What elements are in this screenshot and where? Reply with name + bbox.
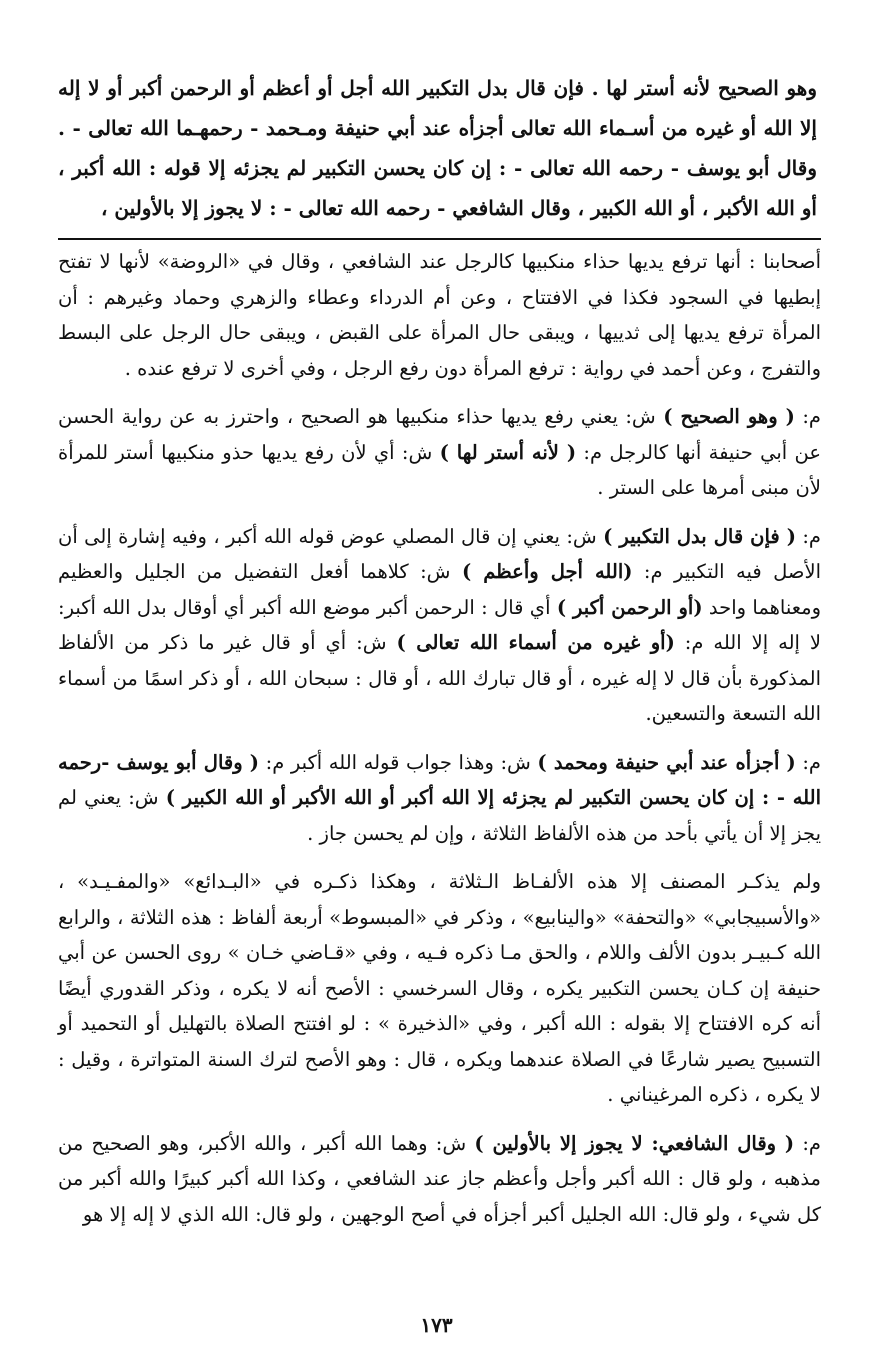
quoted-matn: ( وهو الصحيح ) <box>663 405 795 428</box>
commentary-paragraph-4 <box>58 745 821 852</box>
quoted-matn: ( فإن قال بدل التكبير ) <box>603 524 796 548</box>
quoted-matn: ( أجزأه عند أبي حنيفة ومحمد ) <box>537 750 796 774</box>
commentary-text: ش: أي لأن رفع يديها حذو منكبيها أستر للمرأة لأن مبنى أمرها على الستر . <box>58 440 821 499</box>
commentary-paragraph-5: ولم يذكـر المصنف إلا هذه الألفـاظ الـثلاثة ، وهكذا ذكـره في «البـدائع» «والمفـيـد» ، «والأسبيجابي» «والتحفة» «والينابيع» ، وذكر في «المبسوط» أربعة ألفاظ : هذه الثلاثة ، والرابع الله كـبيـر بدون الألف واللام ، والحق مـا ذكره فـيه ، وفي «قـاضي خـان » روى الحسن عن أبي حنيفة إن كـان يحسن التكبير يكره ، وقال السرخسي : الأصح أنه لا يكره ، وذكر القدوري أيضًا أنه كره الافتتاح إلا بقوله : الله أكبر ، وفي «الذخيرة » : لو افتتح الصلاة بالتهليل أو التحميد أو التسبيح يصير شارعًا في الصلاة عندهما ويكره ، قال : وهو الأصح لترك السنة المتواترة ، وقيل : لا يكره ، ذكره المرغيناني . <box>58 870 821 1106</box>
commentary-text: أي قال : الرحمن أكبر موضع الله أكبر أي أوقال بدل الله أكبر: لا إله إلا الله م: <box>58 595 822 654</box>
quoted-matn: (أو الرحمن أكبر ) <box>556 595 703 619</box>
marker-text: م: <box>795 524 821 548</box>
quoted-matn: (أو غيره من أسماء الله تعالى ) <box>396 631 675 654</box>
quoted-matn: ( وقال الشافعي: لا يجوز إلا بالأولين ) <box>474 1131 795 1155</box>
commentary-text: ش: يعني رفع يديها حذاء منكبيها هو الصحيح ، واحترز به عن رواية الحسن عن أبي حنيفة أنها كالرجل م: <box>58 405 822 464</box>
commentary-paragraph-3 <box>58 519 821 732</box>
marker-text: م: <box>795 750 821 774</box>
page-number: ١٧٣ <box>420 1313 453 1337</box>
commentary-paragraph-6 <box>58 1126 821 1233</box>
quoted-matn: ( لأنه أستر لها ) <box>439 440 577 464</box>
marker-text: م: <box>794 405 822 428</box>
quoted-matn: (الله أجل وأعظم ) <box>461 560 633 583</box>
commentary-paragraph-2 <box>58 399 821 506</box>
commentary-text: ش: يعني لم يجز إلا أن يأتي بأحد من هذه الألفاظ الثلاثة ، وإن لم يحسن جاز . <box>58 786 821 845</box>
commentary-text: ش: يعني إن قال المصلي عوض قوله الله أكبر ، وفيه إشارة إلى أن الأصل فيه التكبير م: <box>58 524 821 583</box>
quoted-matn: ( وقال أبو يوسف -رحمه الله - : إن كان يحسن التكبير لم يجزئه إلا الله أكبر أو الله الأكبر أو الله الكبير ) <box>58 750 821 809</box>
section-divider <box>58 238 821 240</box>
commentary-text: ش: أي أو قال غير ما ذكر من الألفاظ المذكورة بأن قال لا إله غيره ، أو قال تبارك الله ، أو قال : سبحان الله ، أو ذكر اسمًا من أسماء الله التسعة والتسعين. <box>58 631 821 725</box>
marker-text: م: <box>794 1131 821 1155</box>
commentary-paragraph-1: أصحابنا : أنها ترفع يديها حذاء منكبيها كالرجل عند الشافعي ، وقال في «الروضة» لأنها لا تفتح إبطيها في السجود فكذا في الافتتاح ، وعن أم الدرداء وعطاء والزهري وحماد وغيرهم : أن المرأة ترفع يديها إلى ثدييها ، ويبقى حال المرأة على القبض ، ويبقى حال الرجل على البسط والتفرج ، وعن أحمد في رواية : ترفع المرأة دون رفع الرجل ، وفي أخرى لا ترفع عنده . <box>58 250 821 380</box>
commentary-text: ش: وهما الله أكبر ، والله الأكبر، وهو الصحيح من مذهبه ، ولو قال : الله أكبر وأجل وأعظم جاز عند الشافعي ، وكذا الله أكبر كبيرًا والله أكبر من كل شيء ، ولو قال: الله الجليل أكبر أجزأه في أصح الوجهين ، ولو قال: الله الذي لا إله إلا هو <box>58 1131 821 1226</box>
commentary-text: ش: وهذا جواب قوله الله أكبر م: <box>259 750 538 774</box>
main-text-block: وهو الصحيح لأنه أستر لها . فإن قال بدل التكبير الله أجل أو أعظم أو الرحمن أكبر أو لا إله إلا الله أو غيره من أسـماء الله تعالى أجزأه عند أبي حنيفة ومـحمد - رحمهـما الله تعالى - . وقال أبو يوسف - رحمه الله تعالى - : إن كان يحسن التكبير لم يجزئه إلا قوله : الله أكبر ، أو الله الأكبر ، أو الله الكبير ، وقال الشافعي - رحمه الله تعالى - : لا يجوز إلا بالأولين ، <box>58 76 817 220</box>
commentary-text: ش: كلاهما أفعل التفضيل من الجليل والعظيم ومعناهما واحد <box>58 560 821 619</box>
